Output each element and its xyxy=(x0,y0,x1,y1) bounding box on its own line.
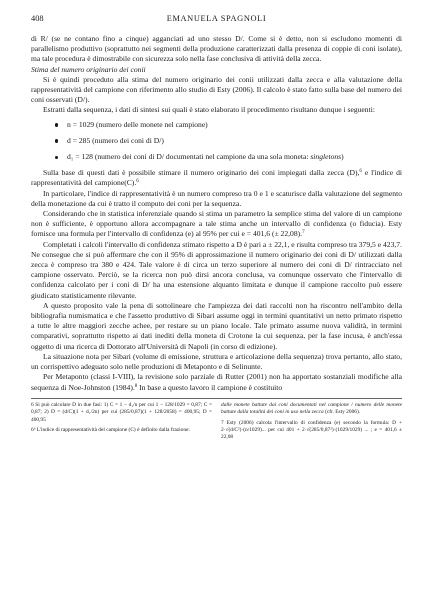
paragraph: A questo proposito vale la pena di sottolineare che l'ampiezza dei dati raccolti non ha riscontro nell'ambito della bibliografia numismatica e che l'assetto produttivo di Sibari assume oggi in termini quantitativi un netto primato rispetto a tutte le altre maggiori zecche achee, per restare su un piano locale. Tale primato assume nuova validità, in termini comparativi, soprattutto rispetto ai dati inediti della moneta di Crotone la cui sequenza, per la fase incusa, è anch'essa oggetto di una ricerca di Dottorato all'Università di Napoli (in corso di edizione). xyxy=(31,300,402,351)
list-item-text: n = 1029 (numero delle monete nel campione) xyxy=(67,119,208,129)
footnotes xyxy=(31,398,402,445)
article-body xyxy=(31,34,402,393)
list-item xyxy=(55,152,402,162)
footnote-ref[interactable]: 6 xyxy=(136,179,139,185)
footnote-column-right xyxy=(221,402,402,445)
list-item-italic: singletons xyxy=(310,152,342,162)
paragraph xyxy=(31,372,402,392)
footnote-ref[interactable]: 7 xyxy=(302,230,305,236)
paragraph: In particolare, l'indice di rappresentatività è un numero compreso tra 0 e 1 e scaturisce dalla valutazione del segmento della monetazione da cui è tratto il computo dei coni per la sequenza. xyxy=(31,188,402,208)
paragraph: Estratti dalla sequenza, i dati di sintesi sui quali è stato elaborato il procedimento risultano dunque i seguenti: xyxy=(43,105,375,115)
paragraph: Si è quindi proceduto alla stima del numero originario dei conii utilizzati dalla zecca e alla valutazione della rappresentatività del campione con riferimento allo studio di Esty (2006). Il calcolo è stato fatto sulla base del numero dei coni osservati (D/). xyxy=(31,74,402,105)
footnote-7-intro xyxy=(221,402,402,417)
paragraph-text: Considerando che in statistica inferenziale quando si stima un parametro la semplice stima del valore di un campione non è sufficiente, è opportuno allora accompagnare a tale stima anche un intervallo di confidenza (o fiducia). Esty fornisce una formula per l'intervallo di confidenza (e) al 95% per cui e = 401,6 (± 22,08). xyxy=(31,209,402,239)
list-item-close: ) xyxy=(341,152,344,162)
paragraph-text: e l'indice di rappresentatività del campione(C). xyxy=(31,168,402,188)
paragraph xyxy=(31,168,402,188)
section-heading: Stima del numero originario dei conii xyxy=(31,64,146,74)
footnote-6: 6 Si può calcolare D in due fasi: 1) C = 1 − d₁/n per cui 1 − 128/1029 = 0,87; C = 0,87; 2) D = (d/C)(1 + d₁/2n) per cui (285/0,87)(1 + 128/2058) = 400,95; D = 400,95 xyxy=(31,401,212,423)
list-item xyxy=(55,136,402,146)
paragraph: di R/ (se ne contano fino a cinque) agganciati ad uno stesso D/. Come si è detto, non si escludono momenti di parallelismo produttivo (soprattutto nei segmenti della produzione caratterizzati dalla presenza di coppie di coni isolate), ma tale procedura è dimostrabile con sicurezza solo nella fase conclusiva di attività della zecca. xyxy=(31,34,402,64)
footnote-ref[interactable]: 6 xyxy=(359,169,362,175)
list-item xyxy=(55,120,402,130)
list-item-text: d₁ = 128 (numero dei coni di D/ documentati nel campione da una sola moneta: xyxy=(67,152,311,162)
list-item-text: d = 285 (numero dei coni di D/) xyxy=(67,135,164,145)
paragraph-text: In base a questo lavoro il campione è costituito xyxy=(137,382,283,392)
running-header xyxy=(31,14,402,28)
data-summary-list xyxy=(31,120,402,163)
footnote-ref[interactable]: 8 xyxy=(134,383,138,389)
footnote-column-left xyxy=(31,402,212,445)
running-head-author: EMANUELA SPAGNOLI xyxy=(166,14,267,23)
page-number: 408 xyxy=(31,14,44,23)
paragraph-text: Sulla base di questi dati è possibile stimare il numero originario dei coni impiegati dalla zecca (D), xyxy=(43,168,360,178)
footnote-6-extra: 6ᵇ L'indice di rappresentatività del campione (C) è definito dalla frazione: xyxy=(31,426,190,433)
paragraph-text: Per Metaponto (classi I-VIII), la revisione solo parziale di Rutter (2001) non ha apportato sostanziali modifiche alla sequenza di Noe-Johnston (1984). xyxy=(31,372,402,392)
paragraph: La situazione nota per Sibari (volume di emissione, struttura e articolazione della sequenza) trova pertanto, allo stato, un corrispettivo adeguato solo nelle produzioni di Metaponto e di Selinunte. xyxy=(31,351,402,372)
paragraph: Completati i calcoli l'intervallo di confidenza stimato rispetto a D è pari a ± 22,1, e risulta compreso tra 379,5 e 423,7. Ne consegue che si può affermare che con il 95% di approssimazione il numero originario dei coni di D/ utilizzati dalla zecca è compreso tra 380 e 424. Tale valore è di circa un terzo superiore al numero dei coni di D/ rintracciato nel campione osservato. Perciò, se la ricerca non può dirsi ancora conclusa, va comunque osservato che l'intervallo di confidenza calcolato per i coni di D/ ha una estensione alquanto limitata e dunque il campione raccolto può essere giudicato statisticamente rilevante. xyxy=(31,239,402,300)
paragraph xyxy=(31,209,402,240)
footnote-7: 7 Esty (2006) calcola l'intervallo di confidenza (e) secondo la formula: D + 2·√(d/C²)·(n/1029)... per cui 401 + 2·√(285/0,87²)·(1029/1029) ... ; e = 401,6 ± 22,08 xyxy=(221,419,402,441)
footnote-text: (cfr. Esty 2006). xyxy=(323,409,361,416)
footnote-italic: dalle monete battute dai coni documentati nel campione / numero delle monete battute dalla totalità dei coni in uso nella zecca xyxy=(221,401,402,416)
